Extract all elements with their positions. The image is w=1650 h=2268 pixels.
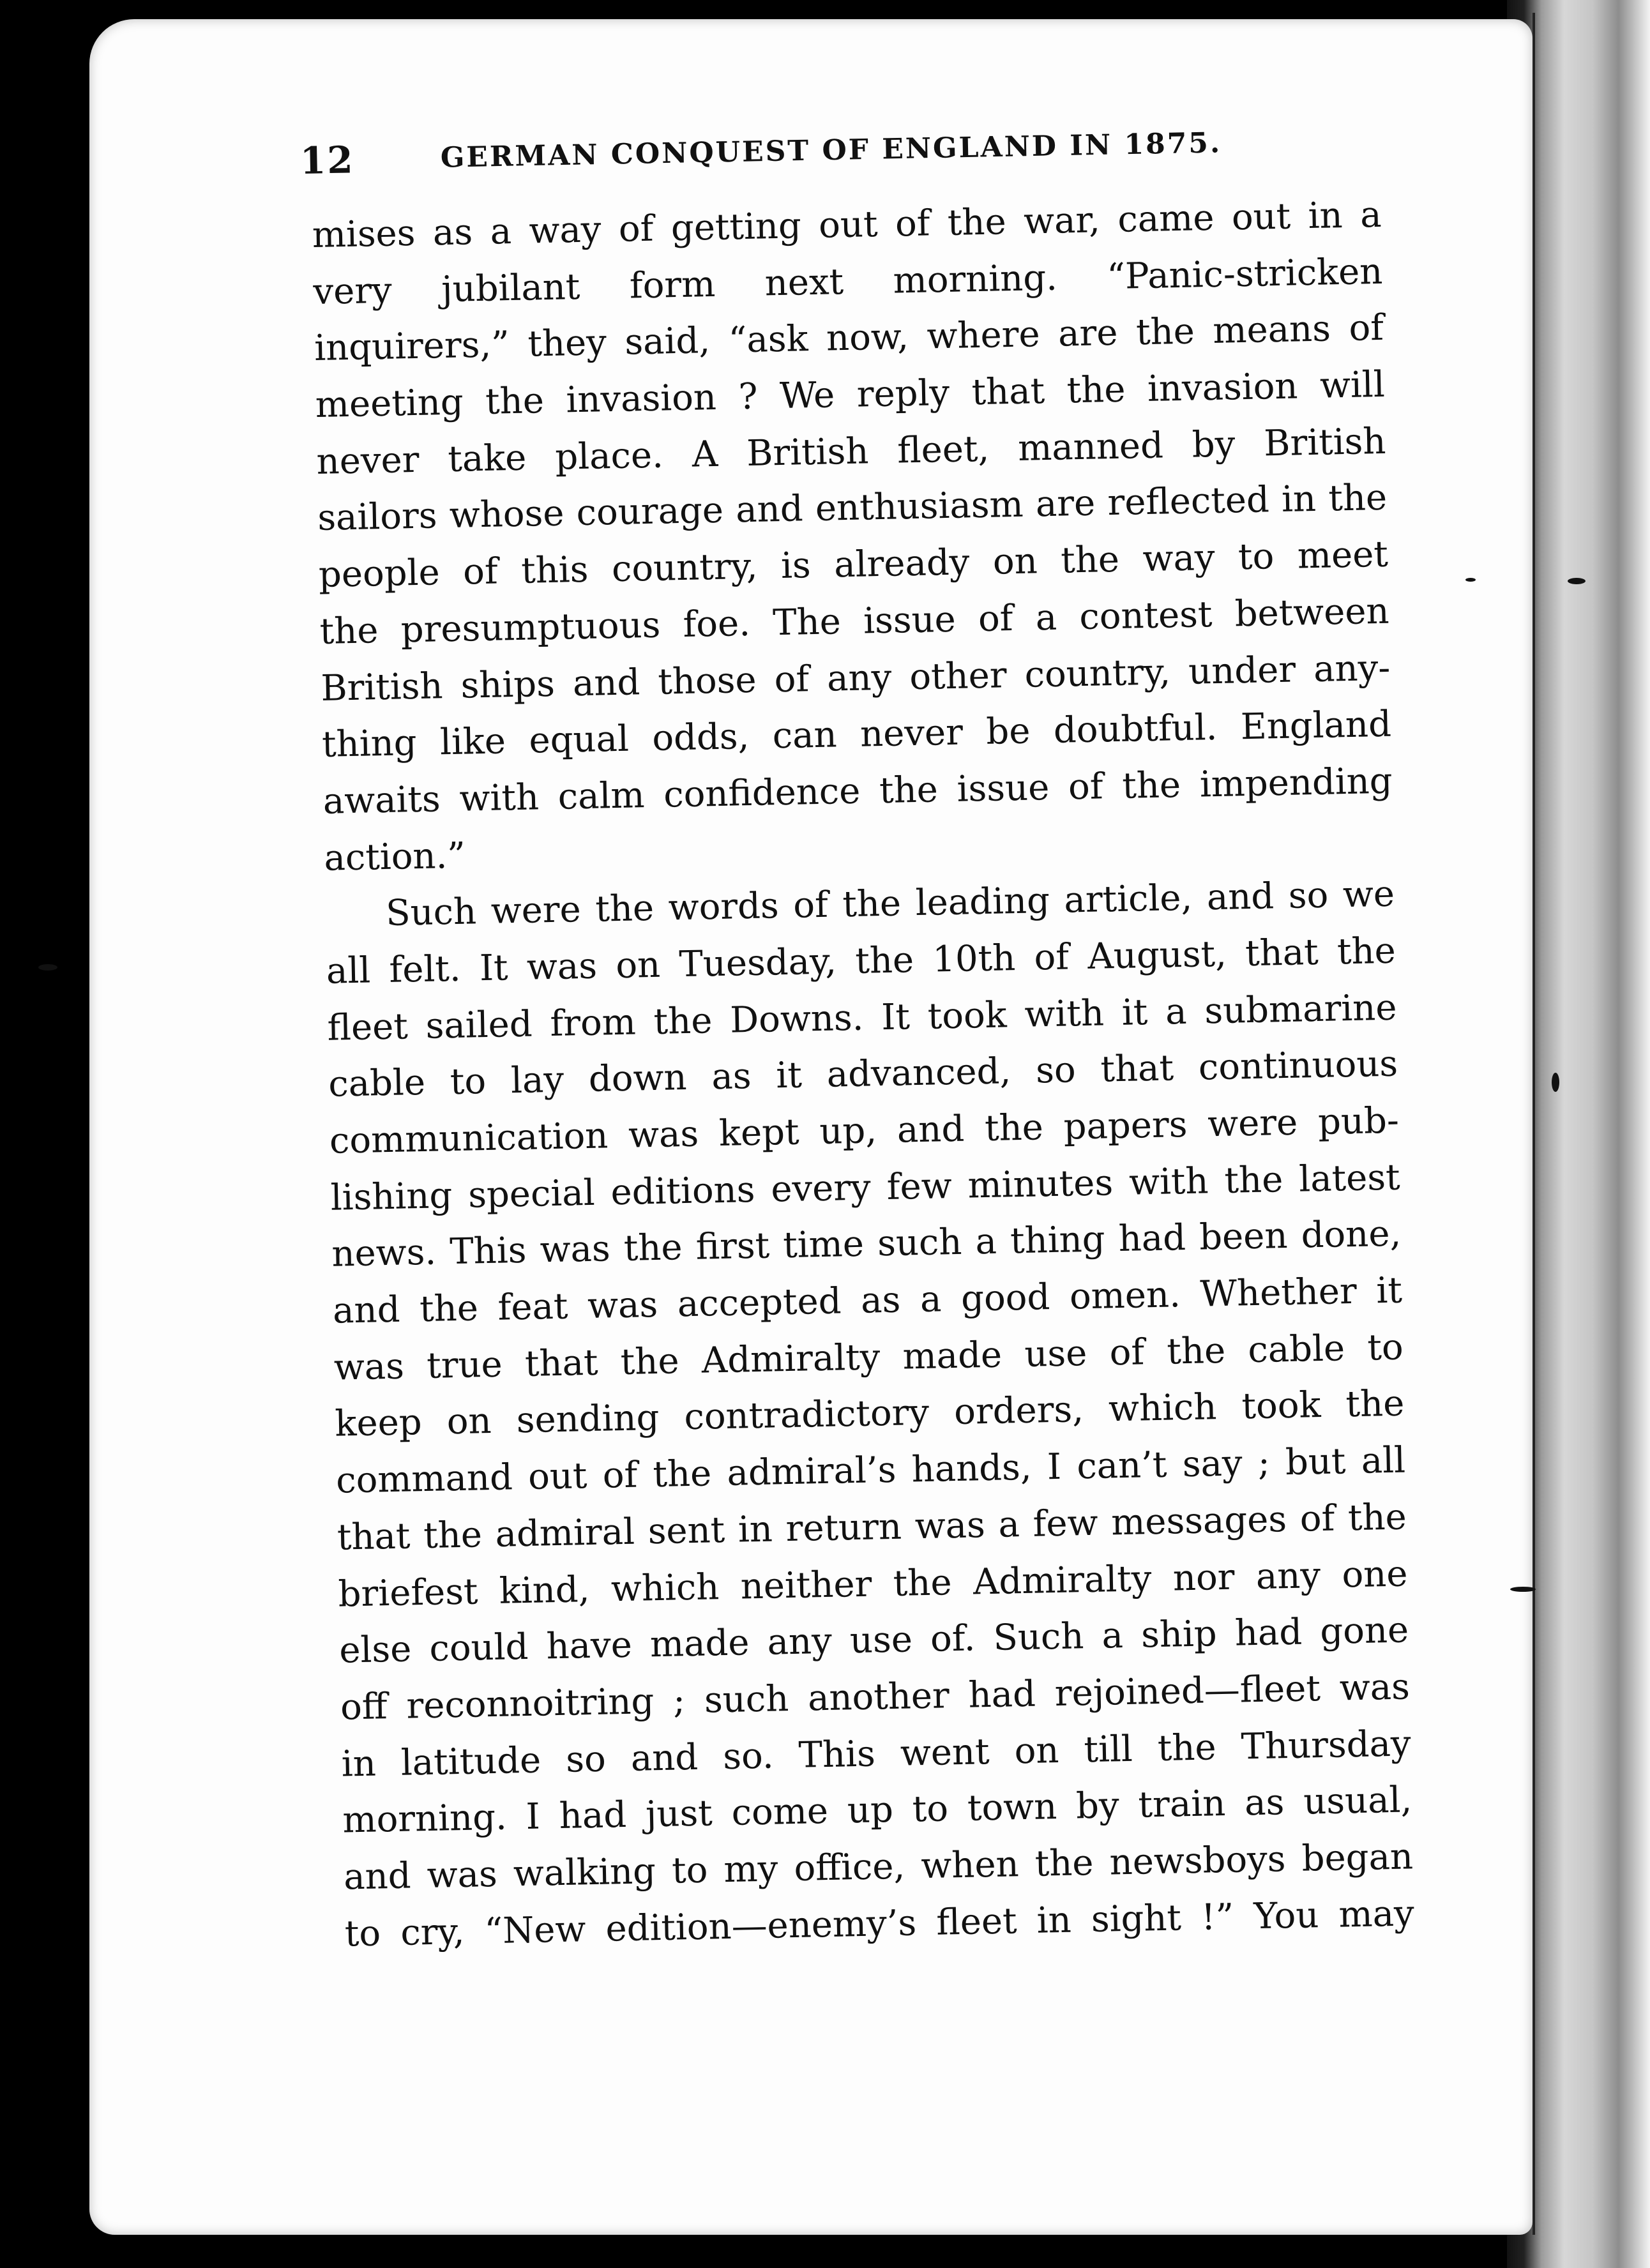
running-title: GERMAN CONQUEST OF ENGLAND IN 1875. — [440, 126, 1222, 174]
text-line: never take place. A British fleet, manned by British — [316, 420, 1386, 483]
text-line: sailors whose courage and enthusiasm are reflected in the — [317, 477, 1388, 540]
text-line: morning. I had just come up to town by train as usual, — [342, 1779, 1412, 1841]
scan-speck — [1552, 1073, 1559, 1092]
text-line: and the feat was accepted as a good omen. Whether it — [332, 1269, 1403, 1332]
text-line: Such were the words of the leading article, and so we — [385, 873, 1395, 935]
scan-speck — [1568, 578, 1586, 584]
page-number: 12 — [299, 138, 355, 183]
text-line: mises as a way of getting out of the war, came out in a — [312, 193, 1382, 256]
text-line: people of this country, is already on the way to meet — [318, 533, 1389, 596]
text-line: action.” — [323, 835, 466, 879]
page-edge-line — [1533, 13, 1535, 2235]
text-line: news. This was the first time such a thing had been done, — [331, 1213, 1402, 1276]
text-line: thing like equal odds, can never be doubtful. England — [321, 703, 1392, 766]
text-line: in latitude so and so. This went on till the Thursday — [341, 1722, 1412, 1785]
text-line: awaits with calm confidence the issue of the impending — [322, 760, 1393, 822]
paragraph — [324, 866, 1430, 1962]
text-line: communication was kept up, and the papers were pub- — [329, 1100, 1400, 1162]
text-line: cable to lay down as it advanced, so that continuous — [328, 1043, 1398, 1106]
text-line: command out of the admiral’s hands, I can’t say ; but all — [335, 1439, 1406, 1502]
text-line: inquirers,” they said, “ask now, where are the means of — [314, 307, 1384, 370]
text-line: else could have made any use of. Such a ship had gone — [338, 1609, 1409, 1672]
text-line: and was walking to my office, when the newsboys began — [343, 1836, 1414, 1898]
text-line: British ships and those of any other country, under any- — [320, 647, 1391, 709]
text-line: briefest kind, which neither the Admiralty nor any one — [338, 1552, 1409, 1615]
text-line: keep on sending contradictory orders, which took the — [334, 1382, 1405, 1446]
text-line: lishing special editions every few minutes with the latest — [330, 1156, 1401, 1219]
text-line: fleet sailed from the Downs. It took with it a submarine — [327, 987, 1397, 1049]
scan-speck — [38, 964, 57, 971]
text-line: meeting the invasion ? We reply that the invasion will — [315, 363, 1386, 426]
text-line: to cry, “New edition—enemy’s fleet in sight !” You may — [344, 1892, 1415, 1955]
text-line: the presumptuous foe. The issue of a contest between — [319, 590, 1390, 653]
text-line: that the admiral sent in return was a few messages of the — [337, 1496, 1407, 1559]
text-line: off reconnoitring ; such another had rejoined—fleet was — [340, 1666, 1411, 1728]
text-line: all felt. It was on Tuesday, the 10th of August, that the — [326, 930, 1396, 992]
paragraph — [312, 186, 1410, 887]
text-line: very jubilant form next morning. “Panic-stricken — [312, 250, 1383, 313]
body-text — [312, 186, 1430, 1962]
scan-speck — [1510, 1587, 1536, 1592]
scan-speck — [1465, 578, 1476, 582]
text-line: was true that the Admiralty made use of the cable to — [333, 1326, 1404, 1389]
